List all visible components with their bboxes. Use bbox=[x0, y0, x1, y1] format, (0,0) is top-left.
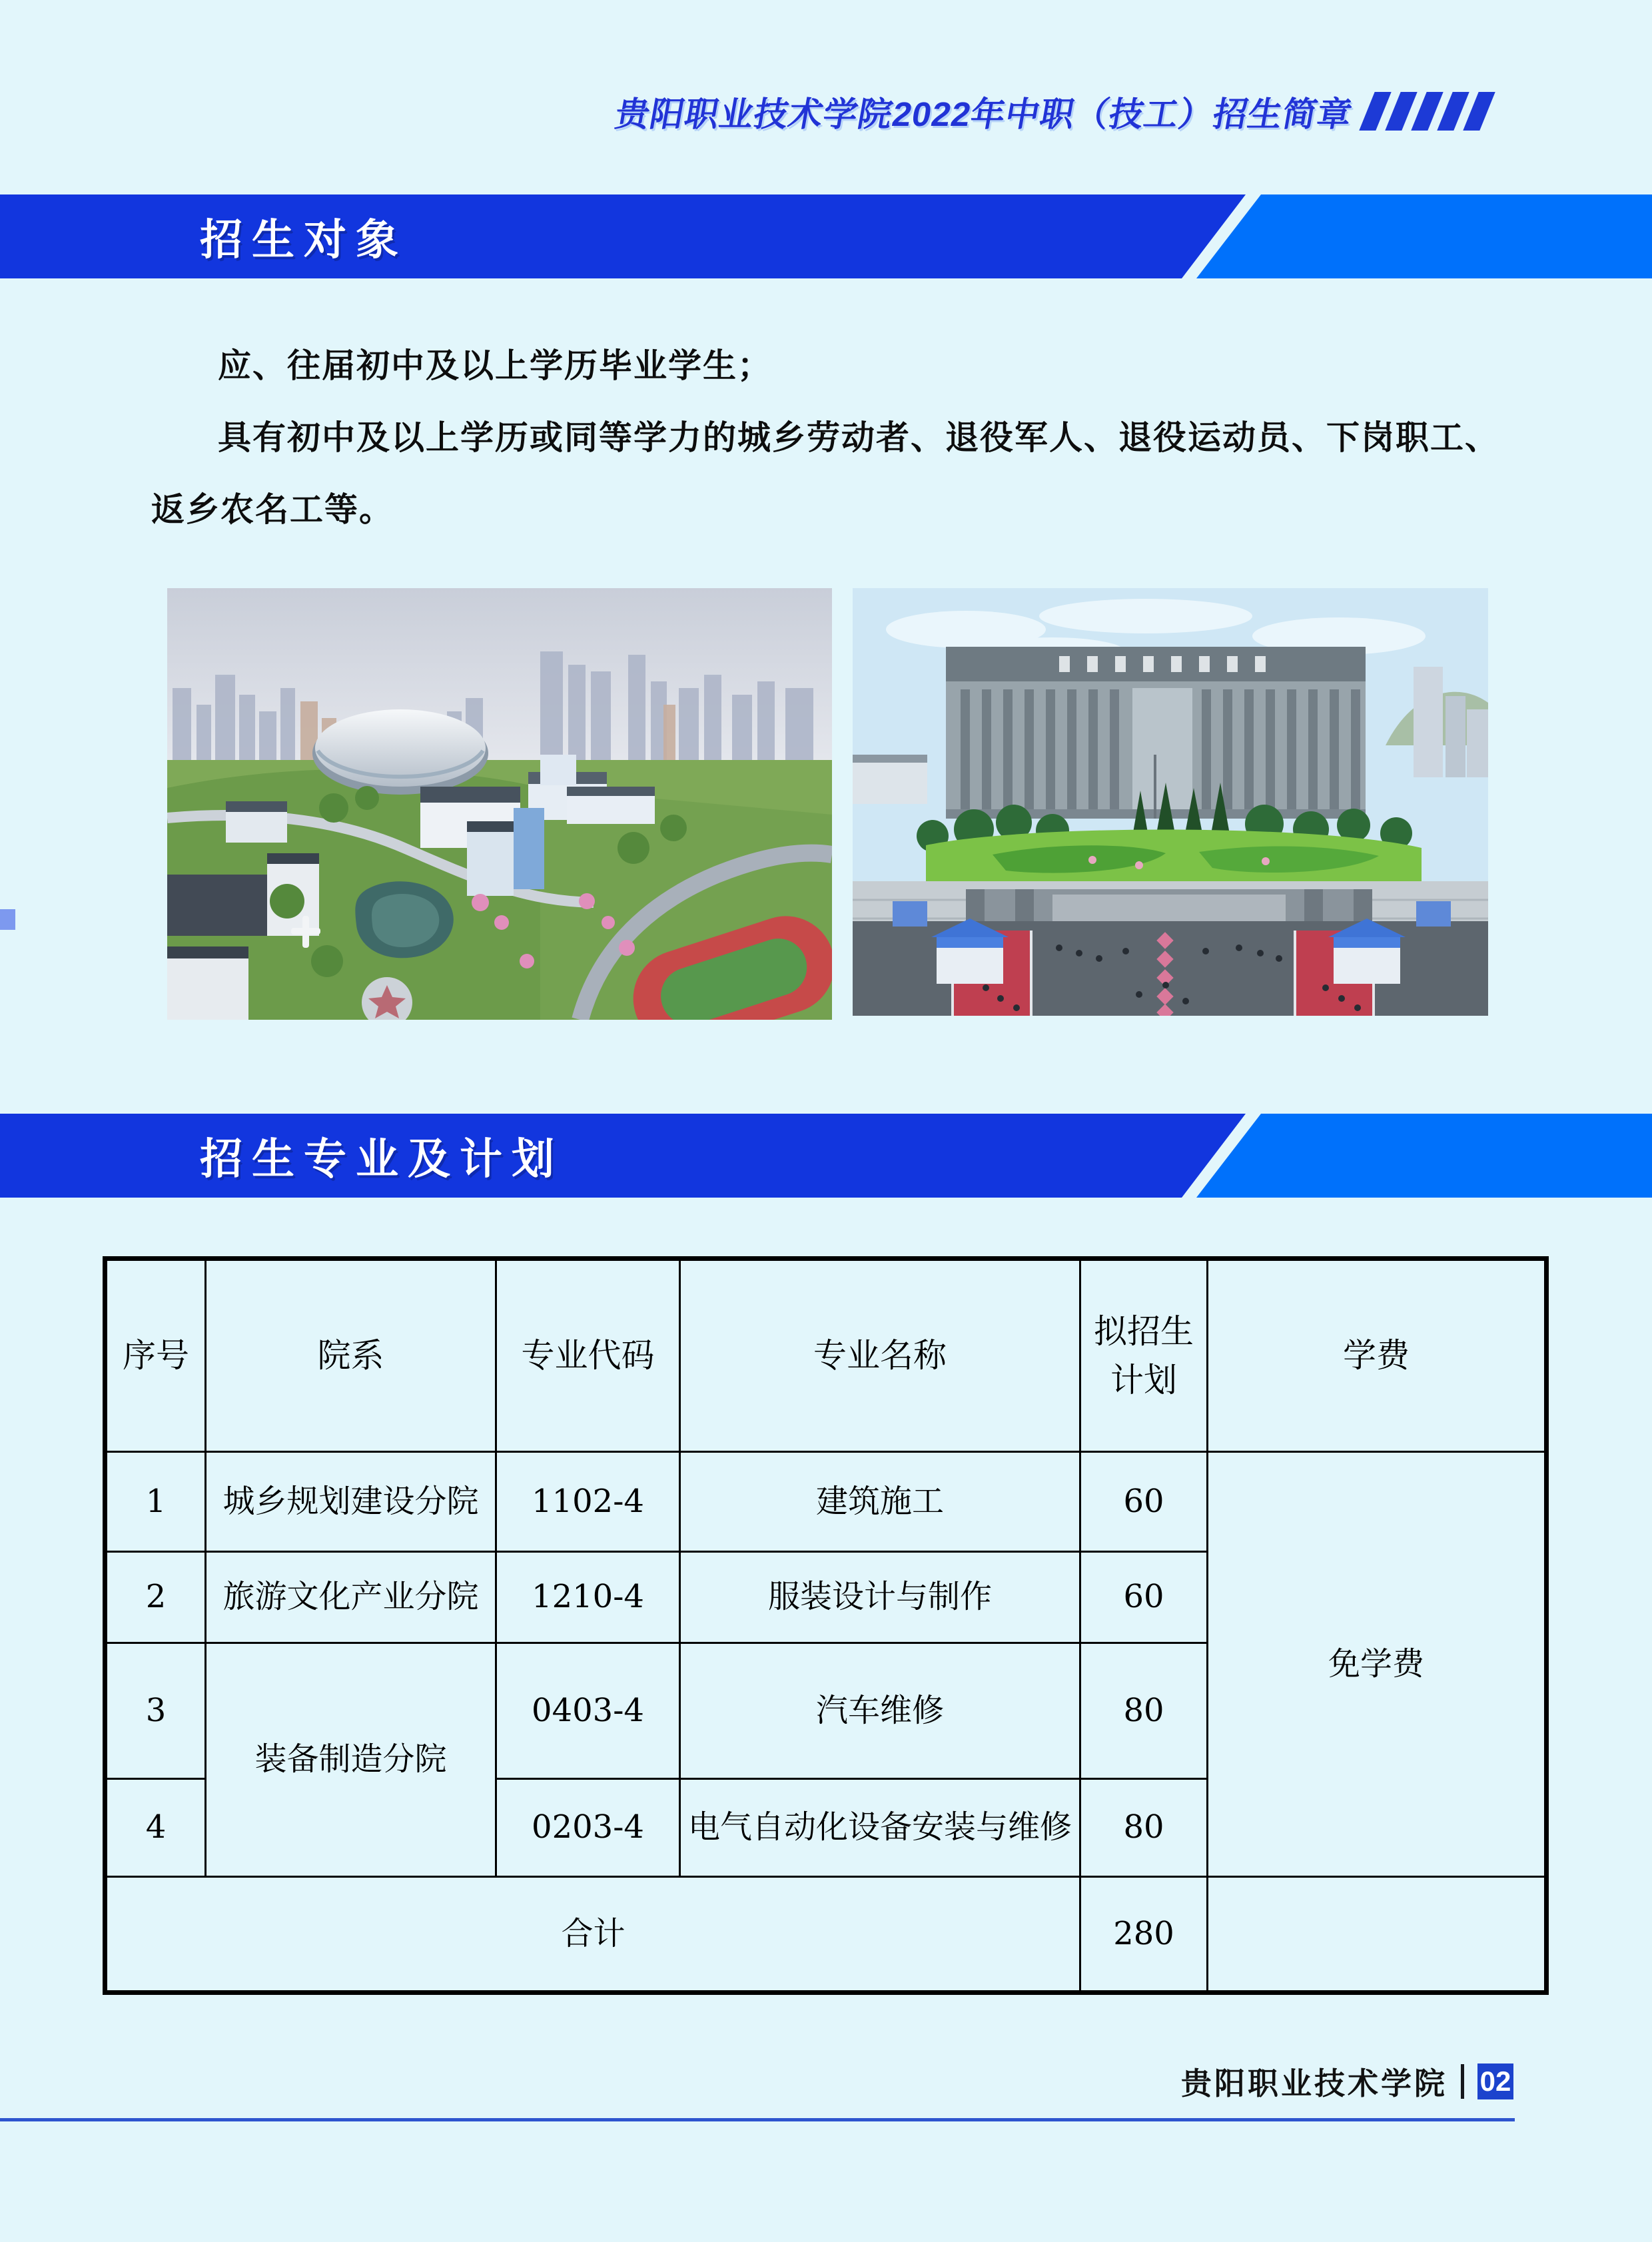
cell-code: 1210-4 bbox=[496, 1552, 680, 1643]
page-running-head bbox=[612, 88, 1487, 135]
footer-school-name: 贵阳职业技术学院 bbox=[1181, 2066, 1447, 2101]
cell-no: 2 bbox=[105, 1552, 206, 1643]
admission-paragraph: 具有初中及以上学历或同等学力的城乡劳动者、退役军人、退役运动员、下岗职工、返乡农名工等。 bbox=[151, 419, 1499, 528]
header-slashes bbox=[1367, 92, 1487, 131]
slash-icon bbox=[1463, 92, 1495, 131]
cell-dept: 旅游文化产业分院 bbox=[206, 1552, 496, 1643]
left-edge-accent-square bbox=[0, 909, 15, 930]
cell-code: 0203-4 bbox=[496, 1779, 680, 1877]
footer-rule-line bbox=[0, 2118, 1515, 2121]
cell-no: 3 bbox=[105, 1643, 206, 1779]
section-title-admission-targets: 招生对象 bbox=[200, 216, 408, 264]
campus-main-building-plaza-photo bbox=[853, 588, 1488, 1016]
cell-dept-merged: 装备制造分院 bbox=[206, 1643, 496, 1877]
col-header-no: 序号 bbox=[105, 1259, 206, 1452]
col-header-plan-line2: 计划 bbox=[1110, 1360, 1177, 1399]
campus-plaza-illustration bbox=[853, 588, 1488, 1016]
cell-major: 服装设计与制作 bbox=[680, 1552, 1080, 1643]
cell-total-plan: 280 bbox=[1080, 1877, 1208, 1993]
footer-divider bbox=[1461, 2064, 1464, 2099]
banner-light-shape bbox=[1196, 1114, 1652, 1198]
cell-total-label: 合计 bbox=[105, 1877, 1080, 1993]
section-banner-majors-plan bbox=[0, 1114, 1652, 1198]
section-title-majors-plan: 招生专业及计划 bbox=[200, 1135, 564, 1183]
table-header-row bbox=[105, 1259, 1547, 1452]
campus-aerial-illustration bbox=[167, 588, 832, 1020]
running-head-title: 贵阳职业技术学院2022年中职（技工）招生简章 bbox=[612, 95, 1356, 133]
cell-code: 1102-4 bbox=[496, 1452, 680, 1552]
cell-major: 电气自动化设备安装与维修 bbox=[680, 1779, 1080, 1877]
cell-plan: 80 bbox=[1080, 1643, 1208, 1779]
cell-dept: 城乡规划建设分院 bbox=[206, 1452, 496, 1552]
cell-tuition-merged: 免学费 bbox=[1208, 1452, 1547, 1877]
cell-major: 汽车维修 bbox=[680, 1643, 1080, 1779]
col-header-major: 专业名称 bbox=[680, 1259, 1080, 1452]
page-number-badge: 02 bbox=[1477, 2063, 1513, 2099]
cell-no: 4 bbox=[105, 1779, 206, 1877]
col-header-dept: 院系 bbox=[206, 1259, 496, 1452]
cell-total-tuition-empty bbox=[1208, 1877, 1547, 1993]
table-total-row bbox=[105, 1877, 1547, 1993]
cell-no: 1 bbox=[105, 1452, 206, 1552]
cell-plan: 80 bbox=[1080, 1779, 1208, 1877]
col-header-code: 专业代码 bbox=[496, 1259, 680, 1452]
cell-plan: 60 bbox=[1080, 1452, 1208, 1552]
banner-dark-shape bbox=[0, 1114, 1246, 1198]
banner-dark-shape bbox=[0, 194, 1246, 278]
admission-targets-text bbox=[151, 330, 1527, 546]
section-banner-admission-targets bbox=[0, 194, 1652, 278]
cell-major: 建筑施工 bbox=[680, 1452, 1080, 1552]
col-header-plan bbox=[1080, 1259, 1208, 1452]
page-footer bbox=[1181, 2062, 1513, 2101]
col-header-plan-line1: 拟招生 bbox=[1094, 1312, 1194, 1351]
cell-plan: 60 bbox=[1080, 1552, 1208, 1643]
col-header-tuition: 学费 bbox=[1208, 1259, 1547, 1452]
table-row bbox=[105, 1452, 1547, 1552]
majors-plan-table bbox=[103, 1256, 1549, 1995]
banner-light-shape bbox=[1196, 194, 1652, 278]
admission-paragraph: 应、往届初中及以上学历毕业学生； bbox=[218, 347, 772, 384]
campus-aerial-photo bbox=[167, 588, 832, 1020]
cell-code: 0403-4 bbox=[496, 1643, 680, 1779]
